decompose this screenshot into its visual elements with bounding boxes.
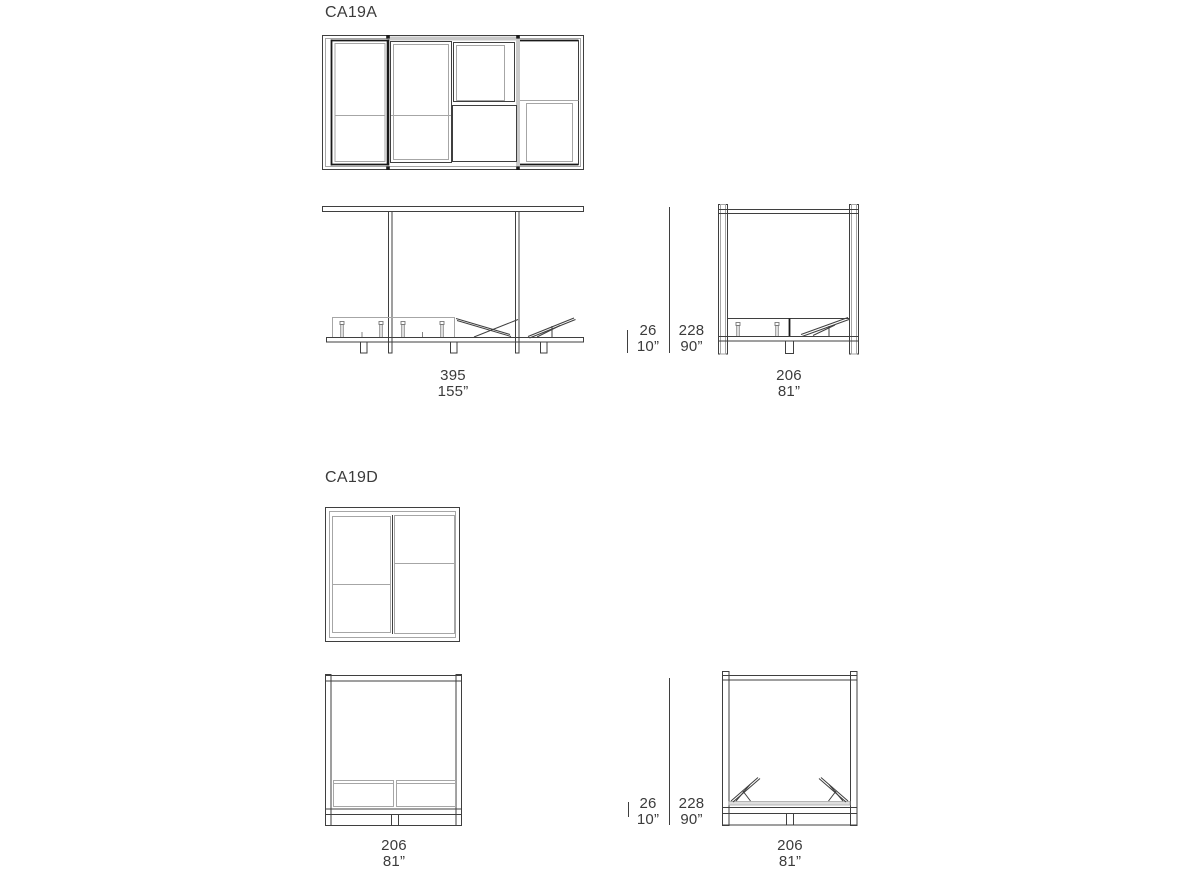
dimension-cm: 26 [639,795,657,812]
dimension-cm: 206 [381,837,407,854]
canopy [323,207,584,212]
deck-chair [819,778,848,803]
ca19d-depth-dimension [740,838,840,870]
ca19d-overall-height-dimension [669,796,714,828]
canopy-rail-band [388,37,518,41]
canopy [723,676,858,681]
daybed-mattress [334,781,456,807]
dimension-cm: 395 [440,367,466,384]
platform [719,337,859,342]
ca19d-platform-height-dimension [626,796,670,828]
ca19d-width-dimension [344,838,444,870]
ca19d-plan-view [325,507,460,642]
daybed-mattress [333,318,455,338]
post [516,212,520,354]
dimension-in: 10” [636,338,660,355]
ca19a-width-dimension [403,368,503,400]
dimension-in: 81” [778,853,802,870]
canopy [719,210,859,214]
dimension-cm: 206 [776,367,802,384]
ca19a-platform-height-dimension [626,323,670,355]
platform [326,809,462,815]
platform-foot [786,341,794,354]
post [850,205,859,355]
deck-chair [801,318,849,337]
ca19d-title: CA19D [325,469,379,486]
ca19a-overall-height-dimension [669,323,714,355]
dimension-in: 10” [636,811,660,828]
platform-base [723,814,857,826]
post [456,675,462,826]
deck-chair [528,318,576,338]
mattress-pins [736,323,779,337]
deck-chair [731,778,760,803]
ca19a-title: CA19A [325,4,378,21]
right-sliding-panel [520,40,579,165]
ca19a-depth-dimension [739,368,839,400]
platform-base [328,815,459,826]
dimension-cm: 228 [678,795,705,812]
post [389,212,393,354]
right-panel [395,516,455,634]
post [723,672,730,826]
dimension-cm: 228 [678,322,705,339]
ca19d-front-elevation [325,673,462,828]
dimension-in: 81” [777,383,801,400]
middle-top-panel [454,43,515,102]
dimension-in: 90” [680,811,703,828]
middle-bottom-panel [453,106,517,162]
canopy [326,676,462,682]
ca19a-front-elevation [322,204,585,356]
ca19d-side-elevation [721,670,858,828]
post [851,672,858,826]
dimension-in: 155” [437,383,469,400]
left-sliding-panel [331,40,389,166]
middle-left-panel [391,42,452,163]
dimension-in: 90” [680,338,703,355]
platform [723,808,858,814]
post [326,675,332,826]
dimension-in: 81” [382,853,406,870]
dimension-cm: 206 [777,837,803,854]
ca19a-side-elevation [717,203,860,356]
dimension-cm: 26 [639,322,657,339]
deck-cushion [729,802,850,806]
platform [327,338,584,343]
deck-chair [456,319,518,338]
left-panel [333,517,391,633]
ca19a-plan-view [322,35,584,170]
post [719,205,728,355]
